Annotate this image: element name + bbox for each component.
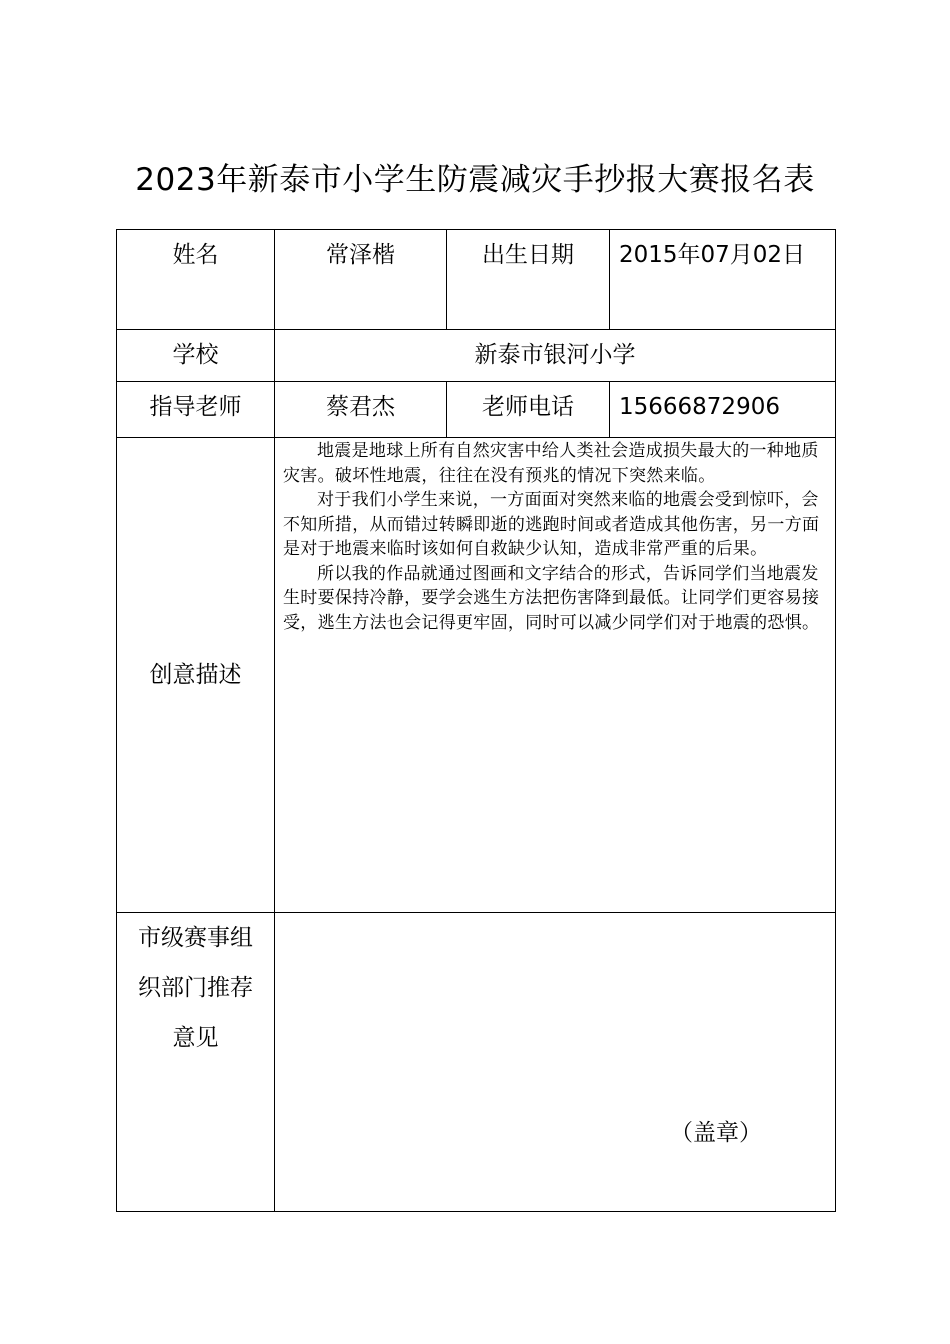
birth-date-value: 2015年07月02日 [619,242,806,268]
teacher-label-cell [117,382,275,438]
recommendation-value-cell [275,913,836,1212]
form-row-name [117,230,836,330]
school-value: 新泰市银河小学 [474,342,636,368]
registration-form-table [116,229,836,1212]
teacher-phone-value: 15666872906 [619,394,780,420]
teacher-label: 指导老师 [149,394,242,420]
stamp-label: （盖章） [670,1120,762,1146]
name-value-cell [275,230,447,330]
phone-value-cell [610,382,836,438]
school-value-cell [275,330,836,382]
recommendation-label-cell [117,913,275,1212]
school-label: 学校 [172,342,219,368]
birth-value-cell [610,230,836,330]
name-label: 姓名 [172,242,219,268]
description-paragraph: 所以我的作品就通过图画和文字结合的形式，告诉同学们当地震发生时要保持冷静，要学会逃生方法把伤害降到最低。让同学们更容易接受，逃生方法也会记得更牢固，同时可以减少同学们对于地震的恐惧。 [283,563,820,633]
description-paragraph: 对于我们小学生来说，一方面面对突然来临的地震会受到惊吓，会不知所措，从而错过转瞬即逝的逃跑时间或者造成其他伤害，另一方面是对于地震来临时该如何自救缺少认知，造成非常严重的后果。 [283,490,820,559]
description-label: 创意描述 [149,662,242,688]
birth-date-label: 出生日期 [482,242,574,268]
phone-label-cell [447,382,610,438]
form-row-description [117,438,836,913]
recommendation-label-line: 意见 [172,1025,219,1051]
description-paragraph: 地震是地球上所有自然灾害中给人类社会造成损失最大的一种地质灾害。破坏性地震，往往在没有预兆的情况下突然来临。 [283,441,819,486]
name-value: 常泽楷 [326,242,395,268]
form-row-school [117,330,836,382]
form-row-teacher [117,382,836,438]
page-title: 2023年新泰市小学生防震减灾手抄报大赛报名表 [135,162,815,198]
name-label-cell [117,230,275,330]
recommendation-label-line: 织部门推荐 [138,975,253,1001]
teacher-phone-label: 老师电话 [482,394,574,420]
school-label-cell [117,330,275,382]
teacher-value-cell [275,382,447,438]
description-text [275,438,835,635]
description-value-cell [275,438,836,913]
teacher-value: 蔡君杰 [326,394,395,420]
description-label-cell [117,438,275,913]
recommendation-label-line: 市级赛事组 [138,925,253,951]
birth-label-cell [447,230,610,330]
form-row-recommendation [117,913,836,1212]
